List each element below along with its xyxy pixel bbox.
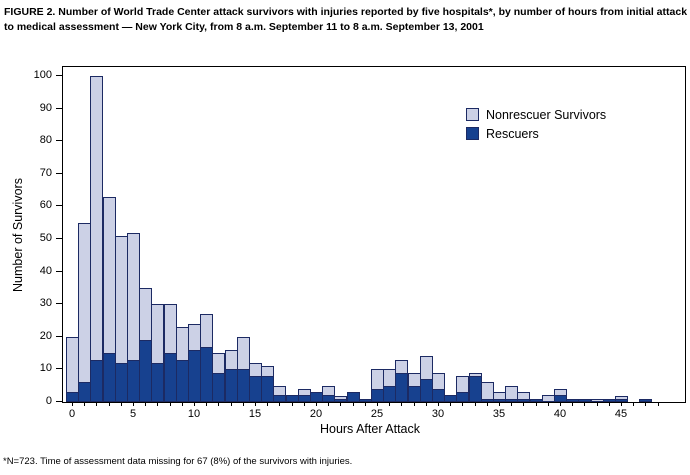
x-tick bbox=[475, 402, 476, 406]
bar-segment-nonrescuers bbox=[469, 373, 482, 377]
y-tick bbox=[56, 401, 62, 402]
bar-segment-rescuers bbox=[249, 376, 262, 402]
x-tick-label: 15 bbox=[248, 408, 262, 420]
x-tick-label: 45 bbox=[614, 408, 628, 420]
x-tick-label: 20 bbox=[309, 408, 323, 420]
bar-segment-rescuers bbox=[90, 360, 103, 402]
x-tick bbox=[633, 402, 634, 406]
bar-segment-nonrescuers bbox=[249, 363, 262, 377]
legend-swatch-icon bbox=[466, 127, 479, 140]
bar-segment-rescuers bbox=[310, 392, 323, 402]
x-tick bbox=[621, 402, 622, 406]
x-tick bbox=[133, 402, 134, 406]
x-tick bbox=[279, 402, 280, 406]
y-tick-label: 30 bbox=[39, 297, 52, 310]
y-tick-label: 50 bbox=[39, 232, 52, 244]
legend-swatch-icon bbox=[466, 108, 479, 121]
x-tick bbox=[487, 402, 488, 406]
x-tick bbox=[572, 402, 573, 406]
legend-label: Rescuers bbox=[486, 126, 539, 141]
x-tick bbox=[72, 402, 73, 406]
x-tick bbox=[365, 402, 366, 406]
x-tick bbox=[414, 402, 415, 406]
bar-segment-nonrescuers bbox=[395, 360, 408, 374]
x-tick bbox=[438, 402, 439, 406]
y-tick-label: 70 bbox=[39, 166, 52, 179]
y-tick-label: 80 bbox=[39, 134, 52, 147]
x-tick-label: 30 bbox=[431, 408, 445, 420]
bar-segment-nonrescuers bbox=[261, 366, 274, 377]
x-tick bbox=[231, 402, 232, 406]
x-tick bbox=[182, 402, 183, 406]
bar-segment-rescuers bbox=[176, 360, 189, 402]
legend-item bbox=[466, 105, 606, 124]
x-tick bbox=[462, 402, 463, 406]
bar-segment-nonrescuers bbox=[517, 392, 530, 400]
bar-segment-rescuers bbox=[200, 347, 213, 402]
x-tick bbox=[511, 402, 512, 406]
bar-segment-rescuers bbox=[139, 340, 152, 402]
y-axis-title: Number of Survivors bbox=[11, 178, 25, 292]
x-tick bbox=[145, 402, 146, 406]
x-tick bbox=[426, 402, 427, 406]
y-tick-label: 10 bbox=[39, 362, 52, 375]
x-tick bbox=[218, 402, 219, 406]
bar-segment-nonrescuers bbox=[237, 337, 250, 371]
bar-segment-nonrescuers bbox=[188, 324, 201, 351]
bar-segment-nonrescuers bbox=[456, 376, 469, 393]
bar-segment-rescuers bbox=[371, 389, 384, 402]
bar-segment-rescuers bbox=[212, 373, 225, 402]
bar-segment-rescuers bbox=[420, 379, 433, 402]
x-tick-label: 40 bbox=[553, 408, 567, 420]
y-tick bbox=[56, 271, 62, 272]
x-tick bbox=[450, 402, 451, 406]
bar-segment-rescuers bbox=[237, 369, 250, 402]
x-tick bbox=[389, 402, 390, 406]
bar-segment-nonrescuers bbox=[200, 314, 213, 348]
x-tick bbox=[304, 402, 305, 406]
bar-segment-nonrescuers bbox=[298, 389, 311, 397]
x-tick bbox=[548, 402, 549, 406]
x-tick-label: 35 bbox=[492, 408, 506, 420]
bar-segment-rescuers bbox=[151, 363, 164, 402]
x-tick bbox=[609, 402, 610, 406]
y-tick-label: 90 bbox=[39, 101, 52, 114]
bar-segment-rescuers bbox=[188, 350, 201, 402]
x-tick bbox=[316, 402, 317, 406]
bar-segment-rescuers bbox=[383, 386, 396, 402]
y-tick bbox=[56, 140, 62, 141]
bar-segment-nonrescuers bbox=[273, 386, 286, 397]
bar-segment-rescuers bbox=[78, 382, 91, 402]
x-tick bbox=[255, 402, 256, 406]
y-tick-label: 60 bbox=[39, 199, 52, 212]
y-tick bbox=[56, 173, 62, 174]
x-tick bbox=[401, 402, 402, 406]
footnote: *N=723. Time of assessment data missing for 67 (8%) of the survivors with injuries. bbox=[3, 456, 353, 467]
legend-label: Nonrescuer Survivors bbox=[486, 107, 607, 122]
bar-segment-nonrescuers bbox=[212, 353, 225, 374]
legend bbox=[466, 105, 606, 143]
y-tick-label: 20 bbox=[39, 329, 52, 342]
x-tick bbox=[267, 402, 268, 406]
bar-segment-nonrescuers bbox=[432, 373, 445, 390]
bar-segment-nonrescuers bbox=[554, 389, 567, 397]
x-tick bbox=[328, 402, 329, 406]
bar-segment-rescuers bbox=[115, 363, 128, 402]
y-tick-label: 100 bbox=[33, 69, 52, 81]
legend-item bbox=[466, 124, 606, 143]
bar-segment-nonrescuers bbox=[383, 369, 396, 386]
bar-segment-nonrescuers bbox=[151, 304, 164, 364]
bar-segment-nonrescuers bbox=[66, 337, 79, 393]
bar-segment-rescuers bbox=[395, 373, 408, 402]
y-tick-label: 40 bbox=[39, 264, 52, 277]
x-tick-label: 10 bbox=[187, 408, 201, 420]
x-tick bbox=[170, 402, 171, 406]
figure-title: FIGURE 2. Number of World Trade Center attack survivors with injuries reported by five hospitals*, by number of hours from initial attack to medical assessment — New York City, from 8 a.m. September 11 to 8 a.m. September 13, 2001 bbox=[4, 6, 688, 33]
x-tick bbox=[560, 402, 561, 406]
bar-segment-nonrescuers bbox=[615, 396, 628, 400]
x-tick-label: 5 bbox=[129, 408, 137, 420]
bar-segment-nonrescuers bbox=[505, 386, 518, 400]
x-tick-label: 25 bbox=[370, 408, 384, 420]
bar-segment-rescuers bbox=[432, 389, 445, 402]
bar-segment-nonrescuers bbox=[371, 369, 384, 390]
x-tick bbox=[658, 402, 659, 406]
x-tick bbox=[340, 402, 341, 406]
x-tick bbox=[499, 402, 500, 406]
y-tick bbox=[56, 368, 62, 369]
x-tick bbox=[157, 402, 158, 406]
y-tick-label: 0 bbox=[45, 395, 52, 407]
y-tick bbox=[56, 303, 62, 304]
y-tick bbox=[56, 238, 62, 239]
bar-segment-nonrescuers bbox=[78, 223, 91, 384]
bar-segment-nonrescuers bbox=[139, 288, 152, 341]
x-tick bbox=[645, 402, 646, 406]
x-tick bbox=[243, 402, 244, 406]
x-tick bbox=[109, 402, 110, 406]
x-tick bbox=[121, 402, 122, 406]
x-tick bbox=[377, 402, 378, 406]
x-tick bbox=[584, 402, 585, 406]
y-tick bbox=[56, 75, 62, 76]
bar-segment-nonrescuers bbox=[334, 396, 347, 400]
x-tick bbox=[194, 402, 195, 406]
x-tick bbox=[523, 402, 524, 406]
y-tick bbox=[56, 205, 62, 206]
bar-segment-rescuers bbox=[66, 392, 79, 402]
bar-segment-nonrescuers bbox=[115, 236, 128, 364]
bar-segment-nonrescuers bbox=[176, 327, 189, 361]
bar-segment-nonrescuers bbox=[127, 233, 140, 361]
bar-segment-nonrescuers bbox=[493, 392, 506, 400]
bar-segment-rescuers bbox=[127, 360, 140, 402]
x-tick bbox=[536, 402, 537, 406]
x-tick bbox=[597, 402, 598, 406]
x-axis-title: Hours After Attack bbox=[319, 422, 421, 436]
x-tick bbox=[96, 402, 97, 406]
y-tick bbox=[56, 108, 62, 109]
x-tick-label: 0 bbox=[68, 408, 76, 420]
bar-segment-nonrescuers bbox=[90, 76, 103, 361]
bar-segment-nonrescuers bbox=[420, 356, 433, 380]
bar-segment-nonrescuers bbox=[322, 386, 335, 397]
x-tick bbox=[206, 402, 207, 406]
x-tick bbox=[292, 402, 293, 406]
bar-segment-rescuers bbox=[261, 376, 274, 402]
x-tick bbox=[84, 402, 85, 406]
y-tick bbox=[56, 336, 62, 337]
x-tick bbox=[353, 402, 354, 406]
bar-segment-nonrescuers bbox=[481, 382, 494, 399]
bar-segment-rescuers bbox=[456, 392, 469, 402]
